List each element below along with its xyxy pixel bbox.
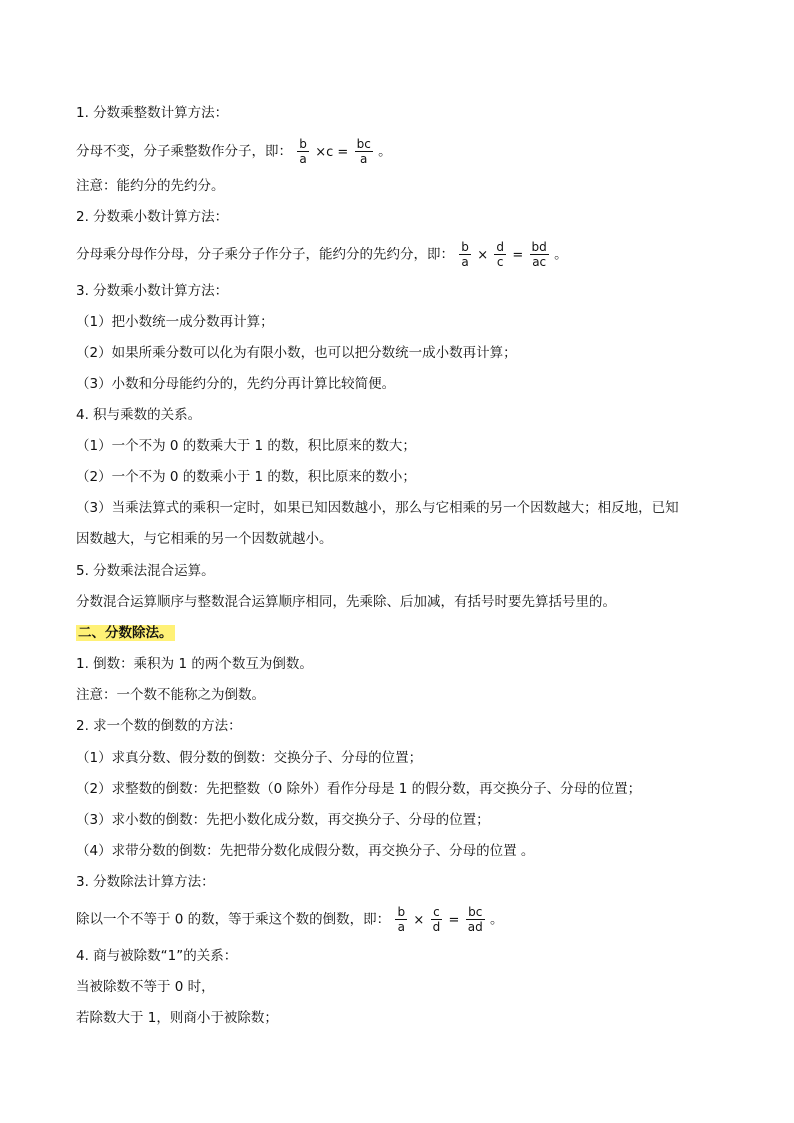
fraction-b-over-a bbox=[297, 137, 309, 166]
fraction-denominator: a bbox=[461, 255, 469, 269]
paragraph: 若除数大于 1，则商小于被除数； bbox=[76, 1010, 278, 1026]
chapter-heading-division bbox=[76, 623, 175, 643]
section-heading-multiply-decimal-2: 3. 分数乘小数计算方法： bbox=[76, 283, 229, 299]
formula-text: 分母乘分母作分母，分子乘分子作分子，能约分的先约分，即： bbox=[76, 246, 454, 263]
formula-line-division bbox=[76, 905, 504, 934]
paragraph: 分数混合运算顺序与整数混合运算顺序相同，先乘除、后加减，有括号时要先算括号里的。 bbox=[76, 594, 616, 610]
fraction-numerator: bc bbox=[356, 137, 371, 151]
formula-end: 。 bbox=[490, 911, 504, 928]
section-heading-mixed-operations: 5. 分数乘法混合运算。 bbox=[76, 563, 215, 579]
fraction-b-over-a bbox=[459, 240, 471, 269]
fraction-bd-over-ac bbox=[530, 240, 549, 269]
section-heading-reciprocal-method: 2. 求一个数的倒数的方法： bbox=[76, 718, 242, 734]
formula-operator: = bbox=[448, 912, 460, 928]
list-item: （2）一个不为 0 的数乘小于 1 的数，积比原来的数小； bbox=[76, 469, 416, 485]
fraction-denominator: c bbox=[496, 255, 504, 269]
list-item: （1）把小数统一成分数再计算； bbox=[76, 314, 274, 330]
list-item: （4）求带分数的倒数：先把带分数化成假分数，再交换分子、分母的位置 。 bbox=[76, 843, 535, 859]
formula-operator: × bbox=[477, 247, 489, 263]
formula-line-multiply-fractions bbox=[76, 240, 568, 269]
fraction-denominator: d bbox=[432, 920, 441, 934]
list-item: （1）一个不为 0 的数乘大于 1 的数，积比原来的数大； bbox=[76, 438, 416, 454]
section-heading-multiply-integer: 1. 分数乘整数计算方法： bbox=[76, 105, 229, 121]
section-heading-division-method: 3. 分数除法计算方法： bbox=[76, 874, 215, 890]
list-item: （1）求真分数、假分数的倒数：交换分子、分母的位置； bbox=[76, 750, 423, 766]
list-item: （2）如果所乘分数可以化为有限小数，也可以把分数统一成小数再计算； bbox=[76, 345, 517, 361]
section-heading-product-relation: 4. 积与乘数的关系。 bbox=[76, 407, 202, 423]
definition-reciprocal: 1. 倒数：乘积为 1 的两个数互为倒数。 bbox=[76, 656, 313, 672]
fraction-denominator: a bbox=[299, 152, 307, 166]
fraction-numerator: b bbox=[299, 137, 307, 151]
list-item: （3）当乘法算式的乘积一定时，如果已知因数越小，那么与它相乘的另一个因数越大；相反地，已知 bbox=[76, 500, 679, 516]
fraction-numerator: c bbox=[431, 905, 443, 920]
formula-operator: ×c = bbox=[315, 144, 349, 160]
section-heading-quotient-relation: 4. 商与被除数“1”的关系： bbox=[76, 948, 238, 964]
note-line: 注意：能约分的先约分。 bbox=[76, 178, 225, 194]
fraction-numerator: bc bbox=[466, 905, 485, 920]
fraction-d-over-c bbox=[494, 240, 506, 269]
highlighted-heading: 二、分数除法。 bbox=[78, 625, 173, 641]
fraction-numerator: b bbox=[461, 240, 469, 254]
fraction-c-over-d bbox=[431, 905, 443, 934]
list-item: （3）求小数的倒数：先把小数化成分数，再交换分子、分母的位置； bbox=[76, 812, 490, 828]
fraction-denominator: a bbox=[397, 920, 405, 934]
fraction-denominator: ac bbox=[532, 255, 547, 269]
fraction-bc-over-a bbox=[355, 137, 373, 166]
fraction-numerator: bd bbox=[531, 240, 547, 254]
formula-operator: = bbox=[512, 247, 524, 263]
paragraph: 当被除数不等于 0 时， bbox=[76, 979, 215, 995]
list-item: （2）求整数的倒数：先把整数（0 除外）看作分母是 1 的假分数，再交换分子、分母的位置； bbox=[76, 781, 642, 797]
formula-text: 除以一个不等于 0 的数，等于乘这个数的倒数，即： bbox=[76, 911, 391, 928]
fraction-denominator: a bbox=[360, 152, 368, 166]
fraction-numerator: d bbox=[496, 240, 505, 254]
fraction-denominator: ad bbox=[467, 920, 483, 934]
fraction-numerator: b bbox=[397, 905, 406, 919]
formula-operator: × bbox=[413, 912, 425, 928]
fraction-bc-over-ad bbox=[466, 905, 485, 934]
formula-end: 。 bbox=[554, 246, 568, 263]
formula-text: 分母不变，分子乘整数作分子，即： bbox=[76, 143, 292, 160]
fraction-b-over-a bbox=[395, 905, 407, 934]
note-line: 注意：一个数不能称之为倒数。 bbox=[76, 687, 265, 703]
list-item: （3）小数和分母能约分的，先约分再计算比较简便。 bbox=[76, 376, 396, 392]
list-item-continued: 因数越大，与它相乘的另一个因数就越小。 bbox=[76, 531, 333, 547]
formula-line-multiply-integer bbox=[76, 137, 392, 166]
section-heading-multiply-decimal: 2. 分数乘小数计算方法： bbox=[76, 209, 229, 225]
formula-end: 。 bbox=[378, 143, 392, 160]
